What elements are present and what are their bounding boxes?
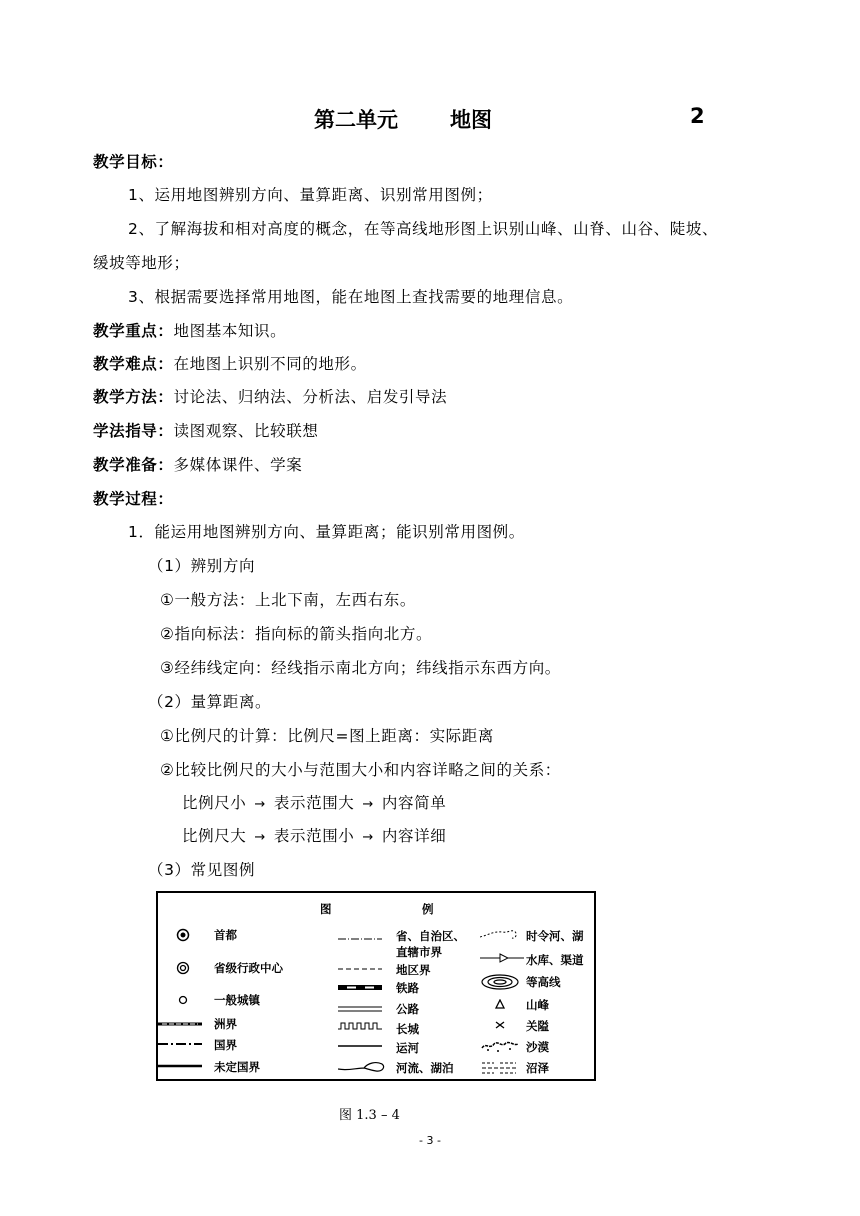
canal-icon	[338, 1043, 382, 1049]
relation-row-large	[182, 824, 446, 846]
relation-row-small	[182, 791, 446, 813]
railway-icon	[338, 984, 382, 992]
legend-label: 未定国界	[214, 1060, 260, 1074]
unit-title: 第二单元	[314, 108, 398, 132]
sub-item: ②指向标法：指向标的箭头指向北方。	[160, 625, 433, 643]
legend-label: 沙漠	[526, 1040, 549, 1054]
provincial-center-icon	[176, 961, 190, 975]
arrow-icon: →	[254, 830, 266, 845]
guidance-label: 学法指导：	[93, 422, 174, 440]
legend-label: 等高线	[526, 975, 561, 989]
key-point-row	[93, 319, 286, 341]
legend-label: 铁路	[396, 981, 419, 995]
contour-line-icon	[480, 974, 520, 990]
method-text: 讨论法、归纳法、分析法、启发引导法	[173, 388, 448, 406]
relation-term: 表示范围大	[273, 794, 355, 812]
process-step: 1．能运用地图辨别方向、量算距离；能识别常用图例。	[128, 523, 525, 541]
legend-label: 水库、渠道	[526, 953, 584, 967]
legend-label: 地区界	[396, 963, 431, 977]
legend-label: 关隘	[526, 1019, 549, 1033]
desert-icon	[480, 1038, 520, 1054]
legend-label: 河流、湖泊	[396, 1061, 454, 1075]
legend-label: 长城	[396, 1022, 419, 1036]
prep-row	[93, 453, 302, 475]
legend-label: 运河	[396, 1041, 419, 1055]
legend-heading: 例	[422, 902, 434, 916]
key-point-label: 教学重点：	[93, 322, 174, 340]
pass-icon	[494, 1020, 506, 1030]
objective-item: 缓坡等地形；	[93, 254, 190, 272]
sub-heading: （2）量算距离。	[148, 693, 272, 711]
legend-label: 国界	[214, 1038, 237, 1052]
sub-heading: （1）辨别方向	[148, 557, 256, 575]
relation-term: 内容详细	[381, 827, 447, 845]
topic-title: 地图	[450, 108, 492, 132]
arrow-icon: →	[362, 830, 374, 845]
highway-icon	[338, 1005, 382, 1013]
method-row	[93, 385, 447, 407]
great-wall-icon	[338, 1021, 382, 1031]
sub-heading: （3）常见图例	[148, 861, 256, 879]
arrow-icon: →	[362, 797, 374, 812]
legend-label: 省级行政中心	[214, 961, 283, 975]
objectives-label: 教学目标：	[93, 153, 174, 171]
sub-item: ③经纬线定向：经线指示南北方向；纬线指示东西方向。	[160, 659, 561, 677]
legend-label: 沼泽	[526, 1061, 549, 1075]
seasonal-river-icon	[480, 927, 520, 941]
difficulty-label: 教学难点：	[93, 355, 174, 373]
peak-icon	[494, 999, 506, 1009]
undetermined-boundary-icon	[158, 1061, 202, 1071]
legend-label: 公路	[396, 1002, 419, 1016]
process-label: 教学过程：	[93, 490, 174, 508]
difficulty-row	[93, 352, 367, 374]
guidance-text: 读图观察、比较联想	[173, 422, 319, 440]
guidance-row	[93, 419, 318, 441]
prep-text: 多媒体课件、学案	[173, 456, 303, 474]
legend-label: 一般城镇	[214, 993, 260, 1007]
arrow-icon: →	[254, 797, 266, 812]
relation-term: 比例尺小	[182, 794, 247, 812]
relation-term: 内容简单	[381, 794, 447, 812]
prep-label: 教学准备：	[93, 456, 174, 474]
legend-label: 直辖市界	[396, 945, 442, 959]
key-point-text: 地图基本知识。	[173, 322, 287, 340]
town-icon	[177, 994, 189, 1006]
legend-label: 时令河、湖	[526, 929, 584, 943]
page-number: - 3 -	[419, 1134, 441, 1147]
legend-label: 洲界	[214, 1017, 237, 1031]
legend-label: 山峰	[526, 998, 549, 1012]
objective-item: 2、了解海拔和相对高度的概念，在等高线地形图上识别山峰、山脊、山谷、陡坡、	[128, 220, 719, 238]
province-boundary-icon	[338, 935, 382, 943]
objective-item: 1、运用地图辨别方向、量算距离、识别常用图例；	[128, 186, 493, 204]
reservoir-canal-icon	[480, 953, 524, 963]
legend-label: 省、自治区、	[396, 929, 465, 943]
relation-term: 表示范围小	[273, 827, 355, 845]
figure-caption: 图 1.3 – 4	[339, 1108, 400, 1123]
sub-item: ①比例尺的计算：比例尺=图上距离：实际距离	[160, 727, 494, 745]
sub-item: ①一般方法：上北下南，左西右东。	[160, 591, 416, 609]
legend-label: 首都	[214, 928, 237, 942]
objective-item: 3、根据需要选择常用地图，能在地图上查找需要的地理信息。	[128, 288, 574, 306]
legend-figure	[156, 891, 596, 1081]
legend-heading: 图	[320, 902, 332, 916]
sub-item: ②比较比例尺的大小与范围大小和内容详略之间的关系：	[160, 761, 561, 779]
national-boundary-icon	[158, 1039, 202, 1049]
river-lake-icon	[338, 1059, 388, 1075]
district-boundary-icon	[338, 965, 382, 973]
relation-term: 比例尺大	[182, 827, 247, 845]
swamp-icon	[480, 1060, 520, 1076]
difficulty-text: 在地图上识别不同的地形。	[173, 355, 367, 373]
capital-icon	[176, 928, 190, 942]
method-label: 教学方法：	[93, 388, 174, 406]
lesson-number: 2	[690, 104, 705, 128]
continent-boundary-icon	[158, 1019, 202, 1029]
